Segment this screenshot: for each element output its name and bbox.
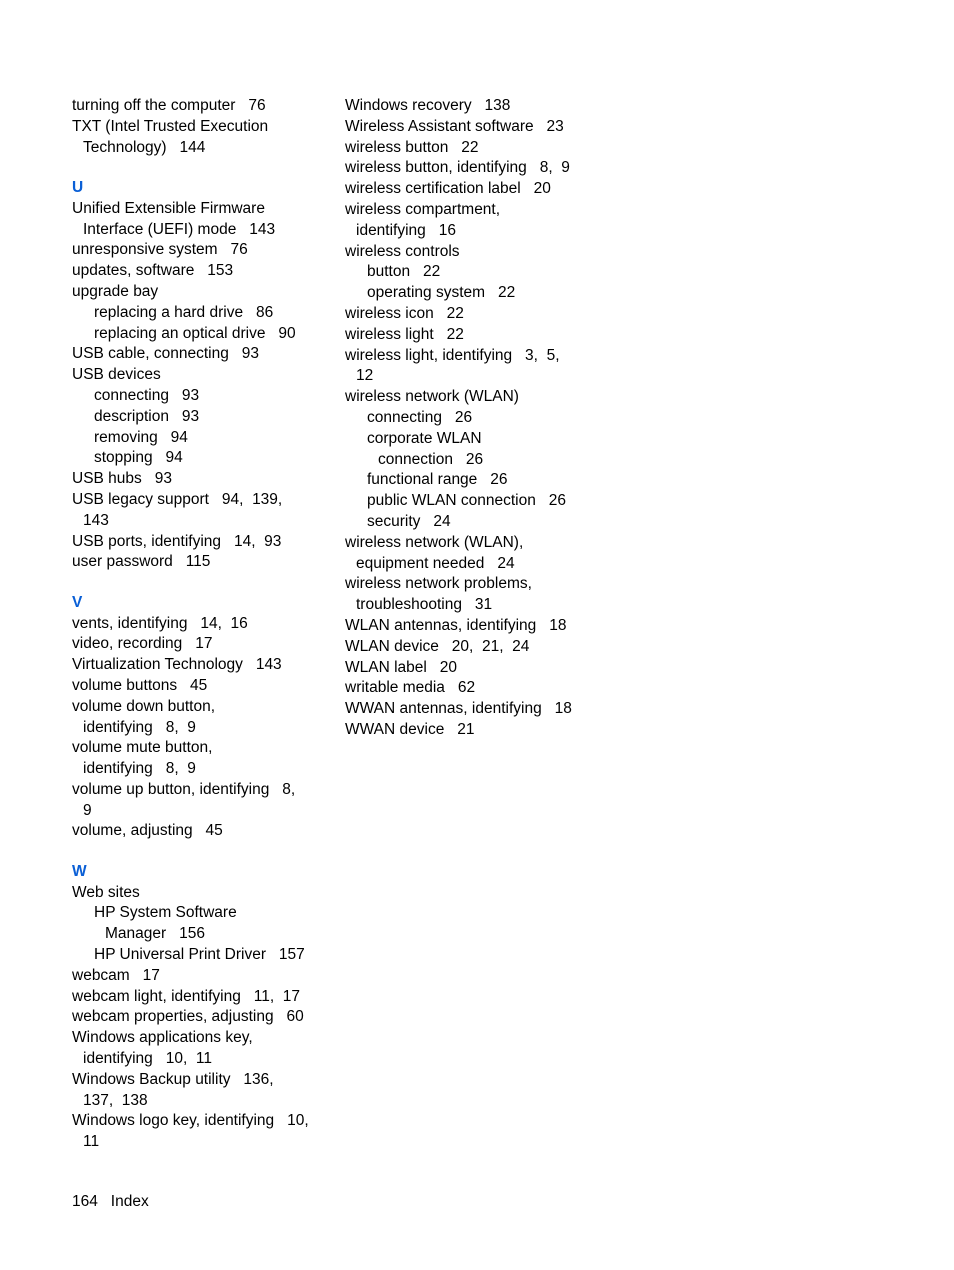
index-entry: Web sites <box>72 883 140 901</box>
index-subentry: 137, 138 <box>83 1091 148 1109</box>
index-entry: wireless network problems, <box>345 575 532 593</box>
index-entry: wireless icon 22 <box>345 304 464 322</box>
index-subentry: Technology) 144 <box>83 138 206 156</box>
index-subentry: replacing an optical drive 90 <box>94 324 296 342</box>
index-entry: video, recording 17 <box>72 635 213 653</box>
index-entry: wireless compartment, <box>345 200 501 218</box>
index-entry: Unified Extensible Firmware <box>72 199 265 217</box>
index-entry: volume down button, <box>72 697 216 715</box>
index-entry: wireless light 22 <box>345 325 464 343</box>
index-subentry: stopping 94 <box>94 449 183 467</box>
index-letter-heading: V <box>72 593 83 611</box>
index-entry: Windows recovery 138 <box>345 97 511 114</box>
index-entry: volume mute button, <box>72 739 213 757</box>
index-subentry: identifying 16 <box>356 221 456 239</box>
index-entry: vents, identifying 14, 16 <box>72 614 248 632</box>
index-entry: USB devices <box>72 366 161 384</box>
index-subentry: Interface (UEFI) mode 143 <box>83 220 276 238</box>
index-subentry: connecting 93 <box>94 386 200 404</box>
index-letter-heading: W <box>72 862 87 880</box>
index-entry: webcam light, identifying 11, 17 <box>72 987 301 1005</box>
index-subentry: 143 <box>83 511 109 529</box>
index-subentry: 12 <box>356 367 374 385</box>
index-subentry: corporate WLAN <box>367 429 482 447</box>
index-entry: TXT (Intel Trusted Execution <box>72 117 269 135</box>
index-entry: user password 115 <box>72 553 211 571</box>
index-entry: webcam properties, adjusting 60 <box>72 1008 304 1026</box>
index-letter-heading: U <box>72 178 84 196</box>
index-entry: WLAN antennas, identifying 18 <box>345 616 567 634</box>
index-entry: Windows logo key, identifying 10, <box>72 1112 309 1130</box>
index-entry: turning off the computer 76 <box>72 97 266 114</box>
index-entry: Wireless Assistant software 23 <box>345 117 564 135</box>
index-entry: WLAN device 20, 21, 24 <box>345 637 530 655</box>
index-subentry: connecting 26 <box>367 408 473 426</box>
index-entry: wireless certification label 20 <box>345 180 551 198</box>
index-column-right <box>345 96 615 741</box>
index-column-left <box>72 96 334 1153</box>
index-entry: USB ports, identifying 14, 93 <box>72 532 282 550</box>
index-entry: USB legacy support 94, 139, <box>72 490 283 508</box>
index-entry: wireless network (WLAN) <box>345 388 519 406</box>
index-subentry: Manager 156 <box>105 925 205 943</box>
index-entry: wireless button, identifying 8, 9 <box>345 159 570 177</box>
index-entry: Windows Backup utility 136, <box>72 1070 274 1088</box>
index-subentry: equipment needed 24 <box>356 554 515 572</box>
index-entry: wireless light, identifying 3, 5, <box>345 346 560 364</box>
index-subentry: button 22 <box>367 263 441 281</box>
index-entry: USB hubs 93 <box>72 470 172 488</box>
index-subentry: identifying 8, 9 <box>83 718 196 736</box>
index-entry: WWAN device 21 <box>345 720 475 738</box>
index-entry: WWAN antennas, identifying 18 <box>345 700 572 718</box>
index-subentry: security 24 <box>367 512 451 530</box>
index-entry: updates, software 153 <box>72 262 234 280</box>
index-subentry: replacing a hard drive 86 <box>94 303 274 321</box>
index-subentry: removing 94 <box>94 428 188 446</box>
index-subentry: HP Universal Print Driver 157 <box>94 946 305 964</box>
index-subentry: connection 26 <box>378 450 484 468</box>
index-subentry: 11 <box>83 1133 100 1151</box>
index-subentry: 9 <box>83 801 92 819</box>
index-entry: upgrade bay <box>72 282 159 300</box>
page-footer: 164 Index <box>72 1193 149 1210</box>
index-entry: WLAN label 20 <box>345 658 457 676</box>
index-subentry: functional range 26 <box>367 471 508 489</box>
index-entry: wireless button 22 <box>345 138 479 156</box>
index-entry: writable media 62 <box>345 679 476 697</box>
index-entry: volume, adjusting 45 <box>72 822 223 840</box>
index-entry: Virtualization Technology 143 <box>72 656 282 674</box>
index-entry: unresponsive system 76 <box>72 241 248 259</box>
index-subentry: identifying 8, 9 <box>83 760 196 778</box>
index-subentry: identifying 10, 11 <box>83 1050 212 1068</box>
index-entry: wireless network (WLAN), <box>345 533 524 551</box>
index-subentry: public WLAN connection 26 <box>367 492 567 510</box>
index-subentry: HP System Software <box>94 904 237 922</box>
index-entry: wireless controls <box>345 242 460 260</box>
index-entry: volume buttons 45 <box>72 676 208 694</box>
index-subentry: troubleshooting 31 <box>356 596 493 614</box>
index-subentry: operating system 22 <box>367 284 516 302</box>
index-entry: webcam 17 <box>72 966 160 984</box>
index-entry: Windows applications key, <box>72 1029 253 1047</box>
index-entry: volume up button, identifying 8, <box>72 780 296 798</box>
index-entry: USB cable, connecting 93 <box>72 345 259 363</box>
index-subentry: description 93 <box>94 407 200 425</box>
